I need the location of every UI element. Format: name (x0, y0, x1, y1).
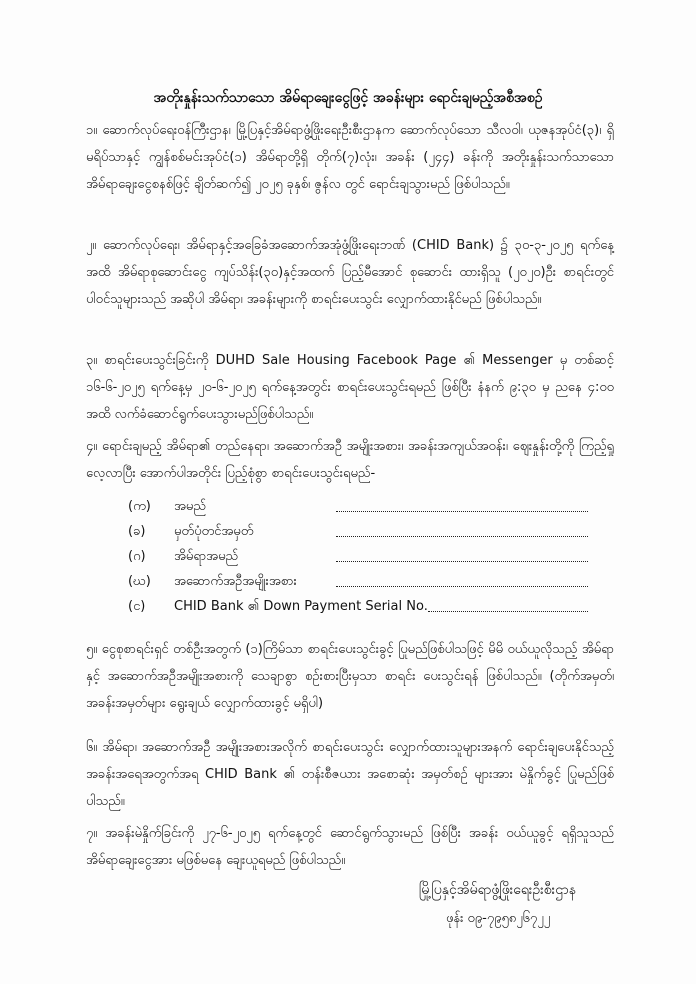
field-label: မှတ်ပုံတင်အမှတ် (174, 524, 254, 539)
document-title: အတိုးနှုန်းသက်သာသော အိမ်ရာချေးငွေဖြင့် အခန်းများ ရောင်းချမည့်အစီအစဉ် (153, 90, 543, 106)
field-index: (ခ) (128, 524, 146, 539)
dotted-line (336, 511, 588, 512)
paragraph-1: ၁။ ဆောက်လုပ်ရေးဝန်ကြီးဌာန၊ မြို့ပြနှင့်အိမ်ရာဖွံ့ဖြိုးရေးဦးစီးဌာနက ဆောက်လုပ်သော သီလဝါ၊ ယုဇနအုပ်ငံ(၃)၊ ရှိမရိပ်သာနှင့် ကျွန်စစ်မင်းအုပ်ငံ(၁) အိမ်ရာတို့ရှိ တိုက်(၇)လုံး၊ အခန်း (၂၄၄) ခန်းကို အတိုးနှုန်းသက်သာသော အိမ်ရာချေးငွေစနစ်ဖြင့် ချိတ်ဆက်၍ ၂၀၂၅ ခုနှစ်၊ ဇွန်လ တွင် ရောင်းချသွားမည် ဖြစ်ပါသည်။ (86, 123, 614, 192)
paragraph-2: ၂။ ဆောက်လုပ်ရေး၊ အိမ်ရာနှင့်အခြေခံအဆောက်အအုံဖွံ့ဖြိုးရေးဘဏ် (CHID Bank) ၌ ၃၀-၃-၂၀၂၅ ရက်နေ့အထိ အိမ်ရာစုဆောင်းငွေ ကျပ်သိန်း(၃၀)နှင့်အထက် ပြည့်မီအောင် စုဆောင်း ထားရှိသူ (၂၀၂၀)ဦး စာရင်းတွင် ပါဝင်သူများသည် အဆိုပါ အိမ်ရာ၊ အခန်းများကို စာရင်းပေးသွင်း လျှောက်ထားနိုင်မည် ဖြစ်ပါသည်။ (86, 238, 614, 307)
field-index: (ဃ) (128, 574, 151, 589)
field-index: (ဂ) (128, 549, 146, 564)
dotted-line (428, 611, 588, 612)
field-index: (င) (128, 599, 146, 614)
field-label: အဆောက်အဦအမျိုးအစား (174, 574, 297, 589)
paragraph-4: ၄။ ရောင်းချမည့် အိမ်ရာ၏ တည်နေရာ၊ အဆောက်အဦ အမျိုးအစား၊ အခန်းအကျယ်အဝန်း၊ ဈေးနှုန်းတို့ကို ကြည့်ရှုလေ့လာပြီး အောက်ပါအတိုင်း ပြည့်စုံစွာ စာရင်းပေးသွင်းရမည်- (86, 439, 614, 481)
field-index: (က) (128, 499, 151, 514)
field-label: အိမ်ရာအမည် (174, 549, 239, 564)
contact-phone: ဖုန်း ၀၉-၇၉၅၈၂၆၇၂၂ (445, 911, 550, 926)
form-field-serial (128, 598, 588, 618)
form-field-nrc (128, 523, 588, 543)
form-field-building-type (128, 573, 588, 593)
paragraph-5: ၅။ ငွေစုစာရင်းရှင် တစ်ဦးအတွက် (၁)ကြိမ်သာ စာရင်းပေးသွင်းခွင့် ပြုမည်ဖြစ်ပါသဖြင့် မိမိ ဝယ်ယူလိုသည့် အိမ်ရာနှင့် အဆောက်အဦအမျိုးအစားကို သေချာစွာ စဉ်းစားပြီးမှသာ စာရင်း ပေးသွင်းရန် ဖြစ်ပါသည်။ (တိုက်အမှတ်၊ အခန်းအမှတ်များ ရွေးချယ် လျှောက်ထားခွင့် မရှိပါ) (86, 642, 614, 711)
field-label: အမည် (174, 499, 206, 514)
dotted-line (336, 586, 588, 587)
form-field-name (128, 498, 588, 518)
paragraph-6: ၆။ အိမ်ရာ၊ အဆောက်အဦ အမျိုးအစားအလိုက် စာရင်းပေးသွင်း လျှောက်ထားသူများအနက် ရောင်းချပေးနိုင်သည့် အခန်းအရေအတွက်အရ CHID Bank ၏ တန်းစီဇယား အစောဆုံး အမှတ်စဉ် များအား မဲနှိုက်ခွင့် ပြုမည်ဖြစ်ပါသည်။ (86, 740, 614, 809)
field-label: CHID Bank ၏ Down Payment Serial No. (174, 599, 428, 614)
paragraph-3: ၃။ စာရင်းပေးသွင်းခြင်းကို DUHD Sale Housing Facebook Page ၏ Messenger မှ တစ်ဆင့် ၁၆-၆-၂၀၂၅ ရက်နေ့မှ ၂၀-၆-၂၀၂၅ ရက်နေ့အတွင်း စာရင်းပေးသွင်းရမည် ဖြစ်ပြီး နံနက် ၉:၃၀ မှ ညနေ ၄:၀၀ အထိ လက်ခံဆောင်ရွက်ပေးသွားမည်ဖြစ်ပါသည်။ (86, 353, 614, 422)
dotted-line (336, 536, 588, 537)
dotted-line (336, 561, 588, 562)
issuer-signature: မြို့ပြနှင့်အိမ်ရာဖွံ့ဖြိုးရေးဦးစီးဌာန (418, 882, 576, 898)
form-field-housing (128, 548, 588, 568)
paragraph-7: ၇။ အခန်းမဲနှိုက်ခြင်းကို ၂၇-၆-၂၀၂၅ ရက်နေ့တွင် ဆောင်ရွက်သွားမည် ဖြစ်ပြီး အခန်း ဝယ်ယူခွင့် ရရှိသူသည် အိမ်ရာချေးငွေအား မဖြစ်မနေ ချေးယူရမည် ဖြစ်ပါသည်။ (86, 826, 614, 868)
